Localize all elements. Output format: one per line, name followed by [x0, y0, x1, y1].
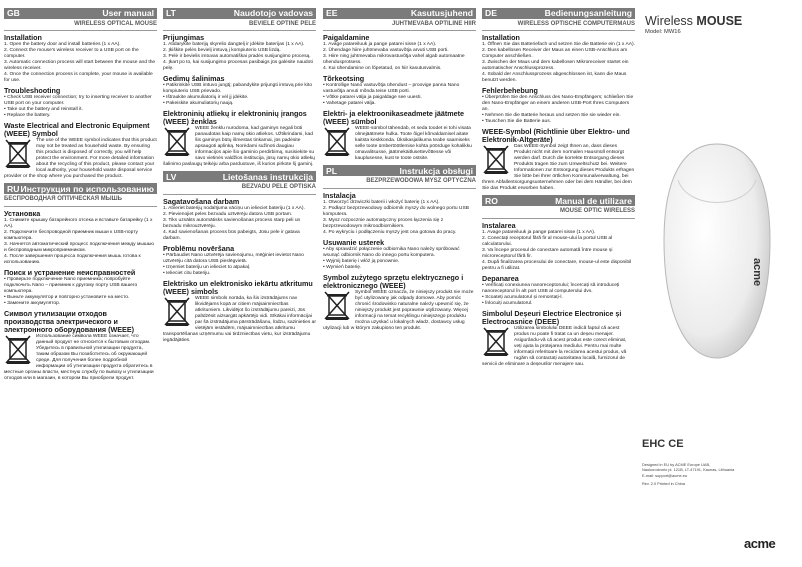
step-3: 3. Начнется автоматический процесс подключения между мышью и беспроводным микроприемником.	[4, 241, 154, 253]
weee-text: Использование символа WEEE означает, что данный продукт не относится к бытовым отходам. Убедитесь в правильной утилизации продукта, таким образом Вы позаботитесь об окружающей среде. Для получения более подробной информации об утилизации продукта обратитесь в местные органы власти, местную службу по вывозу и утилизации отходов или в магазин, в котором Вы приобрели продукт.	[4, 333, 154, 381]
product-subtitle: MOUSE OPTIC WIRELESS	[482, 207, 635, 218]
column-ee-pl	[323, 8, 476, 564]
heading-weee: Symbol zużytego sprzętu elektrycznego i elektronicznego (WEEE)	[323, 272, 464, 290]
heading-installation: Sagatavošana darbam	[163, 196, 240, 206]
tip-1: • Kontrollige Nano vastuvõtja ühendust – proovige panna Nano vastuvõtja arvuti mõnda teise USB porti.	[323, 83, 460, 95]
section-header-pl	[323, 165, 476, 176]
heading-installation: Instalarea	[482, 220, 516, 230]
tip-3: • Înlocuiți acumulatorul.	[482, 300, 533, 306]
section-title: User manual	[102, 8, 154, 19]
step-3: 3. Tiks uzsākts automātisks savienošanas process starp peli un bezvadu mikrouztvērēju.	[163, 217, 301, 229]
section-title: Lietošanas instrukcija	[222, 171, 313, 182]
tip-3: • Tauschen Sie die Batterie aus.	[482, 119, 552, 125]
weee-bin-icon	[323, 291, 351, 321]
lang-code: RU	[7, 183, 20, 194]
tip-1: • Verificați conexiunea nanoreceptorului; încercați să introduceți nanoreceptorul în alt port USB al computerului dvs.	[482, 282, 620, 294]
address-line: Naukorodvorio pl. 121B, LT-47191, Kaunas, Lithuania	[642, 467, 735, 473]
revision-line: Rev. 2.0 Printed in China	[642, 480, 685, 486]
mouse-illustration	[660, 140, 775, 365]
section-header-ro	[482, 195, 635, 206]
section-header-lt	[163, 8, 316, 19]
heading-weee: Elektri- ja elektroonikaseadmete jäätmete (WEEE) sümbol	[323, 109, 465, 127]
heading-troubleshooting: Depanarea	[482, 273, 519, 283]
step-2: 2. Podłącz bezprzewodowy odbiornik myszy do wolnego portu USB komputera.	[323, 205, 469, 217]
step-1: 1. Atveriet baterijų nodalījuma vāciņu un ielieciet bateriju (1 x AA).	[163, 205, 305, 211]
lang-code: PL	[326, 165, 337, 176]
tip-1: • Проверьте подключение Nano приемника; попробуйте подключить Nano – приемник к другому порту USB вашего компьютера.	[4, 276, 138, 294]
tip-2: • Võtke patarei välja ja paigaldage see uuesti.	[323, 95, 422, 101]
heading-troubleshooting: Fehlerbehebung	[482, 86, 538, 96]
product-subtitle: BEZPRZEWODOWA MYSZ OPTYCZNA	[323, 177, 476, 188]
step-2: 2. Connect the mouse's wireless receiver to a USB port on the computer.	[4, 48, 139, 60]
weee-text: Symbol WEEE oznacza, że niniejszy produkt nie może być utylizowany jak odpady domowe. Aby pomóc chronić środowisko naturalne należy upewnić się, że niniejszy produkt jest poprawnie utylizowany. Więcej informacji na temat recyklingu niniejszego produktu można uzyskać u lokalnych władz, dostawcy usług utylizacji lub w którym zakupiono ten produkt.	[323, 289, 474, 331]
step-3: 3. Zwischen der Maus und dem kabellosen Mikroreceiver startet ein automatischer Anschlussprozess.	[482, 60, 629, 72]
tip-3: • Замените аккумулятор.	[4, 300, 61, 306]
acme-logo: acme	[744, 536, 776, 551]
tip-2: • Wyjmij baterię i włóż ją ponownie.	[323, 258, 400, 264]
heading-troubleshooting: Troubleshooting	[4, 86, 61, 96]
step-1: 1. Снимите крышку батарейного отсека и вставьте батарейку (1 x AA).	[4, 217, 153, 229]
product-subtitle: БЕСПРОВОДНАЯ ОПТИЧЕСКАЯ МЫШЬ	[4, 195, 157, 206]
step-4: 4. Po wykryciu i podłączeniu myszy jest ona gotowa do pracy.	[323, 229, 457, 235]
section-header-de	[482, 8, 635, 19]
heading-installation: Instalacja	[323, 190, 356, 200]
section-header-lv	[163, 171, 316, 182]
email-line: E-mail: support@acme.eu	[642, 472, 688, 478]
heading-installation: Paigaldamine	[323, 33, 370, 43]
lang-code: EE	[326, 8, 338, 19]
product-wordmark	[645, 14, 795, 28]
step-4: 4. Once the connection process is complete, your mouse is available for use.	[4, 72, 153, 84]
step-2: 2. Įkiškite pelės bevielį imtuvą į kompiuterio USB lizdą.	[163, 48, 281, 54]
heading-troubleshooting: Problēmu novēršana	[163, 243, 235, 253]
section-header-gb	[4, 8, 157, 19]
designer-line: Designed in EU by ACME Europe UAB,	[642, 462, 711, 467]
weee-bin-icon	[323, 127, 351, 157]
column-lt-lv	[163, 8, 316, 564]
heading-installation: Installation	[4, 33, 42, 43]
brand-block	[645, 14, 795, 35]
heading-weee: Waste Electrical and Electronic Equipment (WEEE) Symbol	[4, 121, 150, 139]
step-4: 4. Įkart po to, kai susijungimo procesas pasibaigs jūs galėsite naudoti pelę.	[163, 60, 313, 72]
tip-1: • Aby sprawdzić połączenie odbiornika Nano należy spróbować wsunąć odbiornik Nano do innego portu komputera.	[323, 246, 460, 258]
tip-3: • Ielieciet citu bateriju.	[163, 270, 211, 276]
tip-2: • Выньте аккумулятор и повторно установите на место.	[4, 294, 130, 300]
heading-weee: Simbolul Deșeuri Electrice Electronice și Electrocasnice (DEEE)	[482, 308, 622, 326]
tip-1: • Überprüfen Sie den Anschluss des Nano-Empfängers; schließen Sie den Nano-Empfänger an einem anderen USB-Port Ihres Computers an.	[482, 95, 634, 113]
heading-weee: Elektroninių atliekų ir elektroninių įrangos (WEEE) ženklas	[163, 109, 307, 127]
step-1: 1. Avage patareiluuk ja pange patarei sisse (1 x AA).	[323, 42, 437, 48]
product-subtitle: WIRELESS OPTISCHE COMPUTERMAUS	[482, 20, 635, 31]
weee-bin-icon	[163, 297, 191, 327]
tip-2: • Nehmen Sie die Batterie heraus und setzen Sie sie wieder ein.	[482, 113, 621, 119]
step-4: 4. Kad savienošanas process būs pabeigts, Jūsu pele ir gatava darbam.	[163, 229, 300, 241]
section-header-ru	[4, 183, 157, 194]
weee-bin-icon	[482, 327, 510, 357]
weee-bin-icon	[4, 335, 32, 365]
lang-code: LT	[166, 8, 176, 19]
product-subtitle: WIRELESS OPTICAL MOUSE	[4, 20, 157, 31]
step-3: 3. Mysz rozpocznie automatyczny proces łączenia się z bezprzewodowym mikroodbiornikiem.	[323, 217, 444, 229]
weee-text: WEEE-sümbol tähendab, et seda toodet ei tohi visata olmejäätmete hulka. Toote õigel kõrvaldamisel aitate kaitsta keskkonda. Üksikasjalikuma teabe saamiseks selle toote ümbertöötlemise kohta pöörduge kohalikku omavalitsusse, jäätmekäitlusettevõttesse või kauplusesse, kust te toote ostsite.	[355, 126, 472, 162]
section-title: Naudotojo vadovas	[233, 8, 313, 19]
section-header-ee	[323, 8, 476, 19]
heading-installation: Prijungimas	[163, 33, 205, 43]
lang-code: GB	[7, 8, 20, 19]
step-4: 4. После завершения процесса подключения мышь готова к использованию.	[4, 253, 141, 265]
tip-1: • Patikrinkite USB imtuvo jungtį; pabandykite prijungti imtuvą prie kito kompiuterio USB prievado.	[163, 83, 313, 95]
tip-2: • Take out the battery and reinstall it.	[4, 107, 83, 113]
heading-troubleshooting: Поиск и устранение неисправностей	[4, 267, 136, 277]
weee-text: Utilizarea simbolului DEEE indică faptul că acest produs nu poate fi tratat ca un deșeu menajer. Asigurându-vă că acest produs este corect eliminat, veți ajuta la protejarea mediului. Pentru mai multe informații referitoare la reciclarea acestui produs, vă rugăm să contactați autoritatea locală, furnizorul de servicii de eliminare a deșeurilor menajere sau.	[482, 325, 627, 367]
step-3: 3. Pelė ir bevielis imtuvas automatiškai pradės susijungimo procesą.	[163, 54, 311, 60]
product-subtitle: JUHTMEVABA OPTILINE HIIR	[323, 20, 476, 31]
step-2: 2. Den kabellosen Receiver der Maus an einen USB-Anschluss am Computer anschließen.	[482, 48, 628, 60]
weee-text: WEEE ženklu nurodoma, kad gaminys negali būti panaudotas kaip namų ūkio atliekos. Užtikrindami, kad šis gaminys būtų išmestas tinkamai, jūs padėsite apsaugoti aplinką. Norėdami sužinoti daugiau informacijos apie šio gaminio perdirbimą, susisiekite su savo vietinės valdžios institucija, jūsų namų ūkio atliekų šalinimo paslaugų teikėju arba parduotuve, iš kurios pirkote šį gaminį.	[163, 126, 315, 168]
product-subtitle: BEZVADU PELE OPTISKĀ	[163, 183, 316, 194]
section-title: Kasutusjuhend	[410, 8, 473, 19]
heading-installation: Установка	[4, 208, 41, 218]
mouse-acme-logo: acme	[751, 258, 763, 287]
step-4: 4. Kui ühendamine on lõpetatud, on hiir kasutusvalmis.	[323, 66, 442, 72]
tip-3: • Wymień baterię.	[323, 264, 362, 270]
step-2: 2. Ühendage hiire juhtmevaba vastuvõtja arvuti USB porti.	[323, 48, 449, 54]
heading-weee: WEEE-Symbol (Richtlinie über Elektro- und Elektronik-Altgeräte)	[482, 127, 630, 145]
tip-2: • Scoateți acumulatorul și remontați-l.	[482, 294, 563, 300]
step-1: 1. Atidarykite baterijų skyrelio dangtelį ir įdėkite baterijas (1 x AA).	[163, 42, 305, 48]
weee-text: Das WEEE-Symbol zeigt Ihnen an, dass dieses Produkt nicht mit dem normalen Hausmüll entsorgt werden darf. Durch die korrekte Entsorgung dieses Produkts tragen Sie zum Umweltschutz bei. Weitere Informationen zur Entsorgung dieses Produkts erfragen Sie bitte bei Ihrer örtlichen Kommunalverwaltung, bei Ihrem Abfallentsorgungsunternehmen oder bei dem Händler, bei dem Sie das Produkt erworben haben.	[482, 144, 635, 192]
wordmark-wireless: Wireless	[645, 14, 693, 28]
step-2: 2. Подключите беспроводной приемник мыши к USB-порту компьютера.	[4, 229, 138, 241]
heading-weee: Символ утилизации отходов производства электрического и электронного оборудования (WEEE)	[4, 308, 135, 334]
tip-3: • Pakeiskite akumuliatorių naują.	[163, 101, 234, 107]
weee-bin-icon	[482, 145, 510, 175]
step-3: 3. Automatic connection process will start between the mouse and the wireless receiver.	[4, 60, 156, 72]
lang-code: DE	[485, 8, 497, 19]
step-1: 1. Avage patareiluuk ja pange patarei sisse (1 x AA).	[482, 229, 596, 235]
step-4: 4. După finalizarea procesului de conectare, mouse-ul este disponibil pentru a fi utilizat.	[482, 259, 632, 271]
tip-1: • Pārbaudiet Nano uztvērēja savienojumu, mēģiniet ievietot Nano uztvērēju citā datora USB pieslēgvietā.	[163, 252, 304, 264]
step-1: 1. Otworzyć drzwiczki baterii i włożyć baterię (1 x AA).	[323, 199, 440, 205]
heading-troubleshooting: Usuwanie usterek	[323, 237, 385, 247]
weee-text: The use of the WEEE symbol indicates that this product may not be treated as household waste. By ensuring this product is disposed of correctly, you will help protect the environment. For more detailed information about the recycling of this product, please contact your local authority, your household waste disposal service provider or the shop where you purchased the product.	[4, 138, 157, 180]
step-1: 1. Open the battery door and install batteries (1 x AA).	[4, 42, 121, 48]
step-2: 2. Pievienojiet peles bezvadu uztvērēju datora USB portam.	[163, 211, 293, 217]
tip-1: • Check USB receiver connection; try to inserting receiver to another USB port on your computer.	[4, 95, 152, 107]
weee-bin-icon	[163, 127, 191, 157]
certification-marks: EHC CE	[642, 438, 684, 450]
step-4: 4. Sobald der Anschlussprozess abgeschlossen ist, kann die Maus benutzt werden.	[482, 72, 627, 84]
tip-3: • Replace the battery.	[4, 113, 51, 119]
weee-bin-icon	[4, 139, 32, 169]
weee-text: WEEE simbols norāda, ka šis izstrādājums nav likvidējams kopā ar citiem mājsaimniecības atkritumiem. Likvidējot šo izstrādājumu pareizi, Jūs palīdzēsit aizsargāt apkārtējo vidi. Sīkākai informācijai par šā izstrādājuma pārstrādāšanu, lūdzu, sazinieties ar vietējām iestādēm, mājsaimniecības atkritumu transportēšanas uzņēmumu vai tirdzniecības vietu, kur izstrādājumu iegādājāties.	[163, 295, 316, 343]
section-title: Instrukcja obsługi	[399, 165, 473, 176]
tip-2: • Ištraukite akumuliatorių ir vėl jį įdėkite.	[163, 95, 249, 101]
heading-weee: Elektrisko un elektronisko iekārtu atkritumu (WEEE) simbols	[163, 278, 313, 296]
lang-code: LV	[166, 171, 177, 182]
lang-code: RO	[485, 195, 498, 206]
step-3: 3. Va începe procesul de conectare automată între mouse și microreceptorul fără fir.	[482, 247, 613, 259]
wordmark-mouse: MOUSE	[696, 14, 743, 28]
model-number: Model: MW16	[645, 29, 681, 35]
heading-troubleshooting: Gedimų šalinimas	[163, 74, 225, 84]
product-subtitle: BEVIELĖ OPTINĖ PELĖ	[163, 20, 316, 31]
heading-installation: Installation	[482, 33, 520, 43]
column-de-ro	[482, 8, 635, 564]
section-title: Инструкция по использованию	[20, 183, 154, 194]
heading-troubleshooting: Tõrkeotsing	[323, 74, 365, 84]
step-2: 2. Conectați receptorul fără fir al mouse-ului la portul USB al calculatorului.	[482, 235, 613, 247]
step-1: 1. Öffnen Sie das Batteriefach und setzen Sie die Batterie ein (1 x AA).	[482, 42, 635, 48]
footer-info	[642, 462, 792, 486]
section-title: Manual de utilizare	[555, 195, 632, 206]
tip-3: • Vahetage patarei välja.	[323, 101, 376, 107]
column-gb-ru	[4, 8, 157, 564]
tip-2: • Izņemiet bateriju un ielieciet to atpakaļ.	[163, 264, 251, 270]
step-3: 3. Hiire ning juhtmevaba mikrovastuvõtja vahel algab automaatne ühendusprotsess.	[323, 54, 465, 66]
section-title: Bedienungsanleitung	[544, 8, 632, 19]
